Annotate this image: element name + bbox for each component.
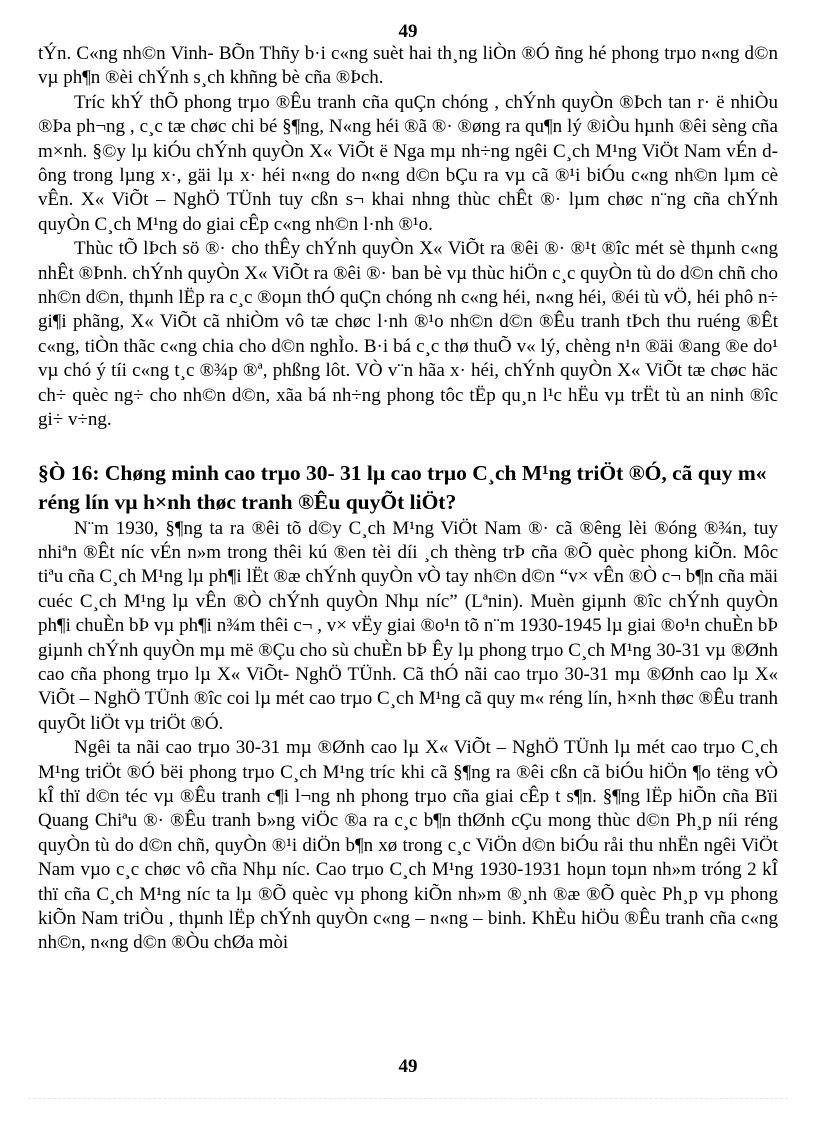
page-number-top: 49 <box>398 21 418 42</box>
paragraph: Tríc khÝ thÕ phong trµo ®Êu tranh cña quÇn chóng , chÝnh quyÒn ®Þch tan r· ë nhiÒu ®Þa ph¬ng , c¸c tæ chøc chi bé §¶ng, N«ng héi ®ã ®· ®øng ra qu¶n lý ®iÒu hµnh ®êi sèng cña m×nh. §©y lµ kiÓu chÝnh quyÒn X« ViÕt ë Nga mµ nh÷ng ngêi C¸ch M¹ng ViÖt Nam vÉn dông trong lµng x·, gäi lµ x· héi n«ng do n«ng d©n bÇu ra vµ cã ®¹i biÓu c«ng nh©n lµm cè vÊn. X« ViÕt – NghÖ TÜnh tuy cßn s¬ khai nhng thùc chÊt ®· lµm chøc n¨ng cña chÝnh quyÒn C¸ch M¹ng do giai cÊp c«ng nh©n l·nh ®¹o. <box>38 91 778 235</box>
page-number-bottom: 49 <box>398 1056 418 1077</box>
section-heading: §Ò 16: Chøng minh cao trµo 30- 31 lµ cao trµo C¸ch M¹ng triÖt ®Ó, cã quy m« réng lín vµ h×nh thøc tranh ®Êu quyÕt liÖt? <box>38 460 767 514</box>
paragraph-continued: tÝn. C«ng nh©n Vinh- BÕn Thñy b·i c«ng suèt hai th¸ng liÒn ®Ó ñng hé phong trµo n«ng d©n vµ ph¶n ®èi chÝnh s¸ch khñng bè cña ®Þch. <box>38 43 778 89</box>
paragraph: Thùc tÕ lÞch sö ®· cho thÊy chÝnh quyÒn X« ViÕt ra ®êi ®· ®¹t ®îc mét sè thµnh c«ng nhÊt ®Þnh. chÝnh quyÒn X« ViÕt ra ®êi ®· ban bè vµ thùc hiÖn c¸c quyÒn tù do d©n chñ cho nh©n d©n, thµnh lËp ra c¸c ®oµn thÓ quÇn chóng nh c«ng héi, n«ng héi, ®éi tù vÖ, héi phô n÷ gi¶i phãng, X« ViÕt cã nhiÒm vô tæ chøc l·nh ®¹o nh©n d©n ®Êu tranh tÞch thu ruéng ®Êt c«ng, tiÒn thãc c«ng chia cho d©n nghÌo. B·i bá c¸c thø thuÕ v« lý, chèng n¹n ®äi ®ang ®e do¹ vµ chó ý tíi c«ng t¸c ®¾p ®ª, phßng lôt. VÒ v¨n hãa x· héi, chÝnh quyÒn X« ViÕt tæ chøc häc ch÷ quèc ng÷ cho nh©n d©n, xãa bá nh÷ng phong tôc tËp qu¸n l¹c hËu vµ trËt tù an ninh ®îc gi÷ v÷ng. <box>38 238 778 431</box>
paragraph: Ngêi ta nãi cao trµo 30-31 mµ ®Ønh cao lµ X« ViÕt – NghÖ TÜnh lµ mét cao trµo C¸ch M¹ng triÖt ®Ó bëi phong trµo C¸ch M¹ng tríc khi cã §¶ng ra ®êi cßn cã biÓu hiÖn ¶o tëng vÒ kÎ thï d©n téc vµ ®Êu tranh c¶i l¬ng nh phong trµo cña giai cÊp t s¶n. §¶ng lËp hiÕn cña Bïi Quang Chiªu ®· ®Êu tranh b»ng viÖc ®a ra c¸c b¶n thØnh cÇu mong thùc d©n Ph¸p níi réng quyÒn tù do d©n chñ, quyÒn ®¹i diÖn b¶n xø trong c¸c ViÖn d©n biÓu råi thu nhËn ngêi ViÖt Nam vµo c¸c chøc vô cña Nhµ níc. Cao trµo C¸ch M¹ng 1930-1931 hoµn toµn nh»m tróng 2 kÎ thï cña C¸ch M¹ng níc ta lµ ®Õ quèc vµ phong kiÕn nh»m ®¸nh ®æ ®Õ quèc Ph¸p vµ phong kiÕn Nam triÒu , thµnh lËp chÝnh quyÒn c«ng – n«ng – binh. KhÈu hiÖu ®Êu tranh cña c«ng nh©n, n«ng d©n ®Òu chØa mòi <box>38 737 778 954</box>
page-bottom-divider <box>28 1098 788 1099</box>
paragraph: N¨m 1930, §¶ng ta ra ®êi tõ d©y C¸ch M¹ng ViÖt Nam ®· cã ®êng lèi ®óng ®¾n, tuy nhiªn ®Êt níc vÉn n»m trong thêi kú ®en tèi díi ¸ch thèng trÞ cña ®Õ quèc phong kiÕn. Môc tiªu cña C¸ch M¹ng lµ ph¶i lËt ®æ chÝnh quyÒn vÒ tay nh©n d©n “v× vÊn ®Ò c¬ b¶n cña mäi cuéc C¸ch M¹ng lµ vÊn ®Ò chÝnh quyÒn Nhµ níc” (Lªnin). Muèn giµnh ®îc chÝnh quyÒn ph¶i chuÈn bÞ vµ ph¶i n¾m thêi c¬ , v× vËy giai ®o¹n tõ n¨m 1930-1945 lµ giai ®o¹n chuÈn bÞ giµnh chÝnh quyÒn mµ më ®Çu cho sù chuÈn bÞ Êy lµ phong trµo C¸ch M¹ng 30-31 vµ ®Ønh cao cña phong trµo lµ X« ViÕt- NghÖ TÜnh. Cã thÓ nãi cao trµo 30-31 mµ ®Ønh cao lµ X« ViÕt – NghÖ TÜnh ®îc coi lµ mét cao trµo C¸ch M¹ng cã quy m« réng lín, h×nh thøc ®Êu tranh quyÕt liÖt vµ triÖt ®Ó. <box>38 517 778 734</box>
page-body <box>38 42 778 956</box>
